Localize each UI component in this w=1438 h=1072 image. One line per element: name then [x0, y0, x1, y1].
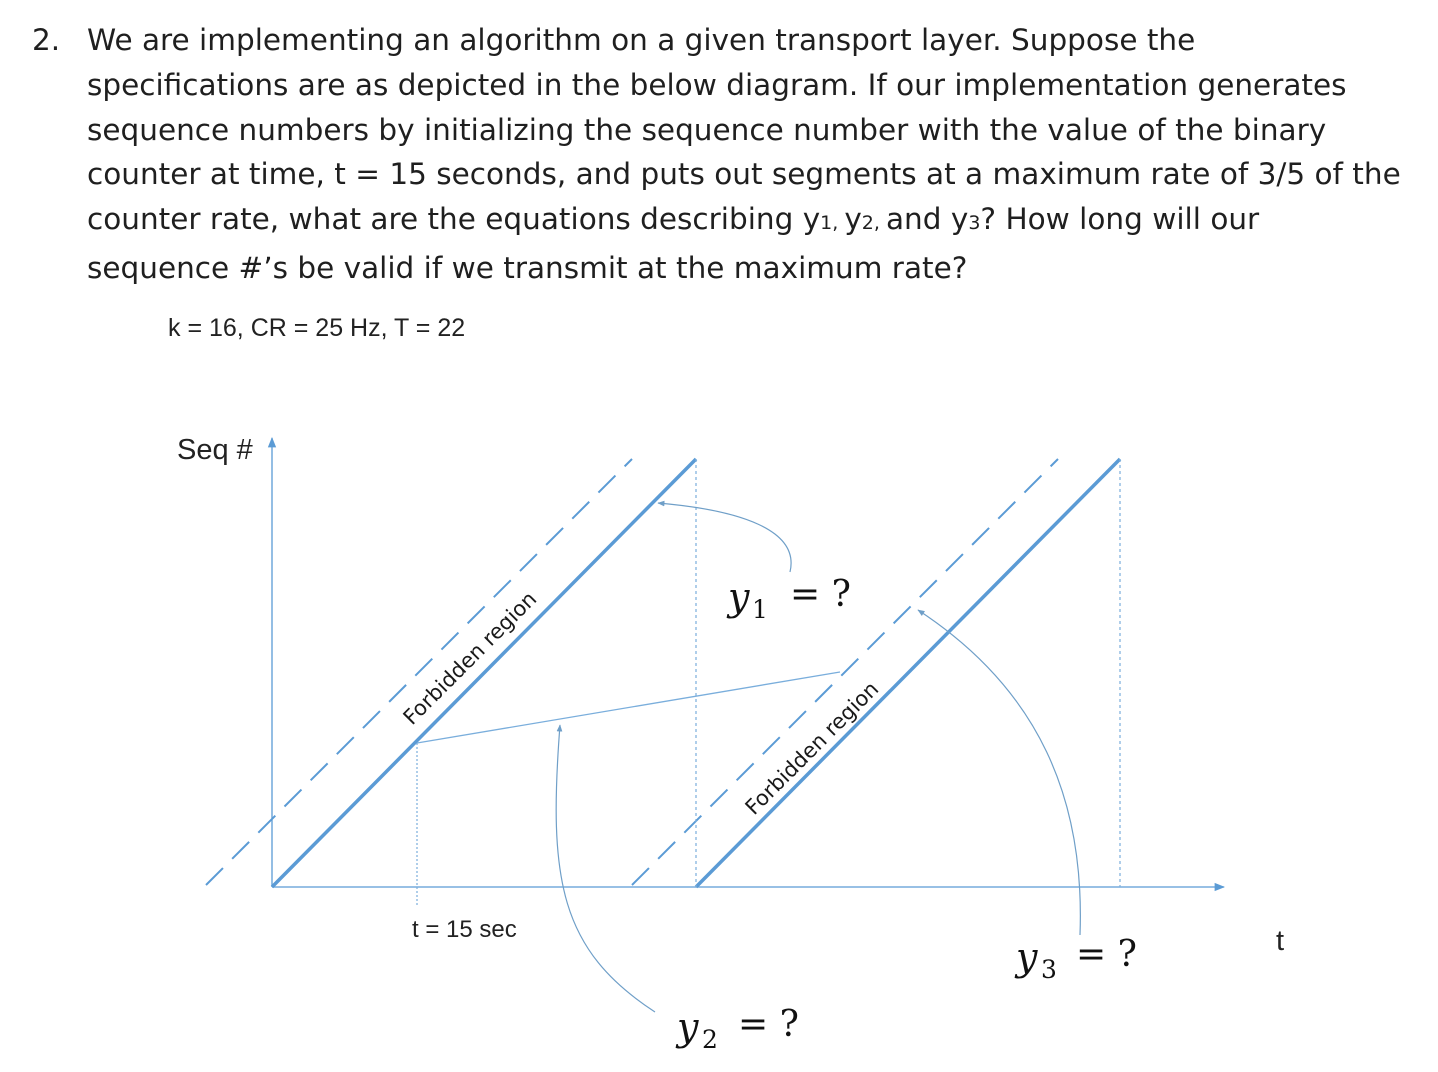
question-line-2: specifications are as depicted in the below diagram. If our implementation generates — [87, 67, 1347, 102]
y3-equation — [1014, 934, 1137, 984]
y2-rhs: = ? — [738, 1004, 799, 1045]
question-line-5-part-a: counter rate, what are the equations describing y — [87, 202, 821, 237]
forbidden-region-label-2: Forbidden region — [740, 676, 884, 820]
counter-line-1 — [272, 459, 696, 887]
y3-rhs: = ? — [1076, 934, 1137, 975]
question-line-4: counter at time, t = 15 seconds, and puts out segments at a maximum rate of 3/5 of the — [87, 157, 1401, 192]
y3-variable: y — [1016, 935, 1038, 979]
y3-subscript: 3 — [1041, 955, 1057, 984]
y1-rhs: = ? — [790, 574, 851, 615]
counter-line-2 — [696, 459, 1120, 887]
y3-pointer-arrow — [918, 610, 1080, 935]
y2-pointer-arrow — [556, 725, 655, 1012]
y2-equation — [675, 1004, 799, 1054]
parameters-text: k = 16, CR = 25 Hz, T = 22 — [168, 314, 466, 342]
question-line-1: We are implementing an algorithm on a given transport layer. Suppose the — [87, 23, 1196, 57]
x-axis-label: t — [1276, 925, 1285, 957]
subscript-3: 3 — [968, 212, 981, 235]
question-line-5-part-b: y — [844, 202, 862, 237]
y1-pointer-arrow — [658, 503, 791, 572]
forbidden-boundary-dashed-1 — [206, 459, 632, 885]
subscript-2: 2, — [861, 212, 886, 235]
y1-subscript: 1 — [752, 595, 768, 624]
question-number: 2. — [32, 23, 61, 57]
y1-variable: y — [728, 575, 750, 619]
question-line-3: sequence numbers by initializing the sequence number with the value of the binary — [87, 112, 1327, 147]
forbidden-region-label-1: Forbidden region — [398, 586, 542, 730]
question-line-6: sequence #’s be valid if we transmit at the maximum rate? — [87, 250, 968, 285]
y2-subscript: 2 — [702, 1025, 718, 1054]
subscript-1: 1, — [820, 212, 845, 235]
sequence-line — [417, 672, 840, 743]
t15-label: t = 15 sec — [412, 916, 517, 943]
y2-variable: y — [677, 1005, 699, 1049]
y1-equation — [726, 574, 851, 624]
y-axis-label: Seq # — [177, 434, 253, 466]
question-line-5-part-d: ? How long will our — [980, 202, 1260, 237]
question-line-5-part-c: and y — [885, 202, 969, 237]
